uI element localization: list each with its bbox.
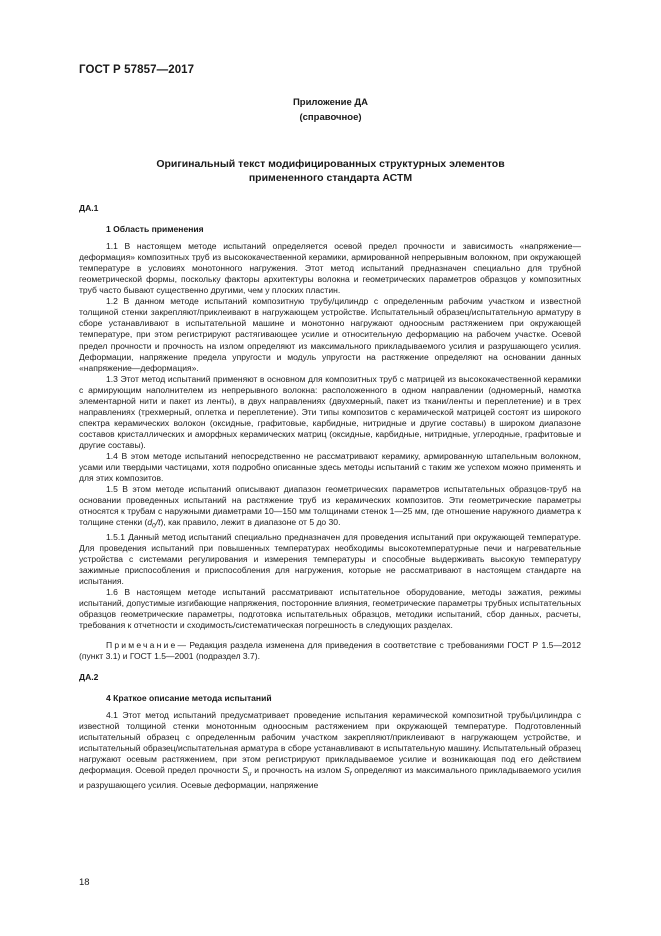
paragraph-1-5-1: 1.5.1 Данный метод испытаний специально предназначен для проведения испытаний при окружающей температуре. Для проведения испытаний при повышенных температурах необходимы высокотемпературные печи и нагревательные устройства с системами регулирования и измерения температуры и способные выдерживать высокую температуру зажимные приспособления и приспособления для нагружения, которые не рассматривают в настоящем стандарте на испытания. (79, 532, 581, 587)
paragraph-1-6: 1.6 В настоящем методе испытаний рассматривают испытательное оборудование, методы зажатия, режимы испытаний, допустимые изгибающие напряжения, посторонние влияния, геометрические параметры трубных испытательных образцов геометрические параметры, подготовка испытательных образцов, методики испытаний, сбор данных, расчеты, требования к отчетности и сходимость/систематическая погрешность в следующих разделах. (79, 587, 581, 631)
annex-heading (80, 157, 581, 185)
symbol-s-u: S (242, 764, 248, 775)
document-code: ГОСТ Р 57857—2017 (79, 64, 195, 76)
section-label-da1: ДА.1 (79, 203, 99, 213)
section-heading-4: 4 Краткое описание метода испытаний (106, 692, 272, 703)
section-label-da2: ДА.2 (79, 671, 99, 682)
note (79, 640, 581, 662)
paragraph-1-1: 1.1 В настоящем методе испытаний определяется осевой предел прочности и зависимость «напряжение—деформация» композитных труб из высококачественной керамики, армированной непрерывным волокном, при окружающей температуре в условиях монотонного нагружения. Этот метод испытаний предназначен специально для трубной геометрической формы, поскольку факторы архитектуры волокна и геометрических параметров образцов у композитных труб часто бывают существенно другими, чем у плоских пластин. (79, 241, 581, 296)
paragraph-4-1-text: 4.1 Этот метод испытаний предусматривает проведение испытания керамической композитной трубы/цилиндра с известной толщиной стенки монотонным одноосным растяжением при окружающей температуре. Подготовленный испытательный образец с определенным рабочим участком закрепляют/приклеивают в нагружающем устройстве, и испытательный образец/испытательная арматура в сборе устанавливают в испытательную машину. Испытательный образец нагружают осевым растяжением, при этом регистрируют прикладываемое усилие и возникающая под его действием деформация. Осевой предел прочности (79, 709, 581, 775)
paragraph-4-1-tail: определяют из максимального прикладываемого усилия и разрушающего усилия. Осевые деформации, напряжение (79, 764, 582, 790)
paragraph-1-5 (79, 484, 581, 532)
paragraph-1-5-tail: ), как правило, лежит в диапазоне от 5 до 30. (160, 517, 341, 528)
page-number: 18 (79, 877, 90, 888)
subscript-f: f (349, 770, 352, 778)
paragraph-1-5-text: 1.5 В этом методе испытаний описывают диапазон геометрических параметров испытательных образцов-труб на основании проведенных испытаний на растяжение труб из керамических композитов. Эти геометрические параметры относятся к трубам с наружными диаметрами 10—150 мм толщинами стенок 1—25 мм, где отношение наружного диаметра к толщине стенки ( (79, 484, 581, 528)
symbol-d: d (147, 517, 153, 528)
annex-title: Приложение ДА (292, 97, 369, 108)
annex-subtitle: (справочное) (299, 112, 362, 123)
paragraph-4-1-mid: и прочность на излом (251, 764, 344, 775)
paragraph-1-3: 1.3 Этот метод испытаний применяют в основном для композитных труб с матрицей из высококачественной керамики с армирующим наполнителем из непрерывного волокна: расположенного в одном направлении (одномерный, намотка элементарной нити и пакет из ленты), в двух направлениях (двухмерный, пакет из ткани/ленты и переплетение) и в трех направлениях (трехмерный, оплетка и переплетение). Эти типы композитов с керамической матрицей состоят из широкого спектра керамических волокон (оксидные, графитовые, карбидные, нитридные и другие составы) в широком диапазоне составов кристаллических и аморфных керамических матриц (оксидные, карбидные, нитридные, углеродные, графитовые и другие составы). (79, 373, 581, 450)
annex-heading-line2: примененного стандарта АСТМ (248, 172, 413, 184)
paragraph-1-2: 1.2 В данном методе испытаний композитную трубу/цилиндр с определенным рабочим участком и известной толщиной стенки закрепляют/приклеивают в нагружающем устройстве. Испытательный образец/испытательную арматуру в сборе устанавливают в испытательной машине и монотонно нагружают одноосным растяжением при окружающей температуре, при этом регистрируют растягивающее усилие и относительную деформацию на рабочем участке. Осевой предел прочности и прочность на излом определяют из максимального прикладываемого усилия и разрушающего усилия. Деформации, напряжение предела упругости и модуль упругости на растяжение определяют на основании данных «напряжение—деформация». (79, 296, 581, 373)
paragraph-1-4: 1.4 В этом методе испытаний непосредственно не рассматривают керамику, армированную штапельным волокном, усами или твердыми частицами, хотя подробно описанные здесь методы испытаний с таким же успехом можно применять и для этих композитов. (79, 450, 581, 484)
subscript-0: 0 (152, 522, 156, 530)
section-heading-1: 1 Область применения (106, 224, 204, 235)
paragraph-4-1 (79, 710, 581, 791)
note-label: Примечание (106, 640, 178, 651)
annex-heading-line1: Оригинальный текст модифицированных структурных элементов (156, 158, 505, 170)
annex-header (80, 95, 581, 125)
symbol-s-f: S (344, 764, 350, 775)
subscript-u: u (247, 770, 252, 778)
symbol-slash-t: /t (155, 517, 161, 528)
document-body (79, 203, 581, 791)
note-text: — Редакция раздела изменена для приведения в соответствие с требованиями ГОСТ Р 1.5—2012 (пункт 3.1) и ГОСТ 1.5—2001 (подраздел 3.7). (79, 640, 581, 662)
